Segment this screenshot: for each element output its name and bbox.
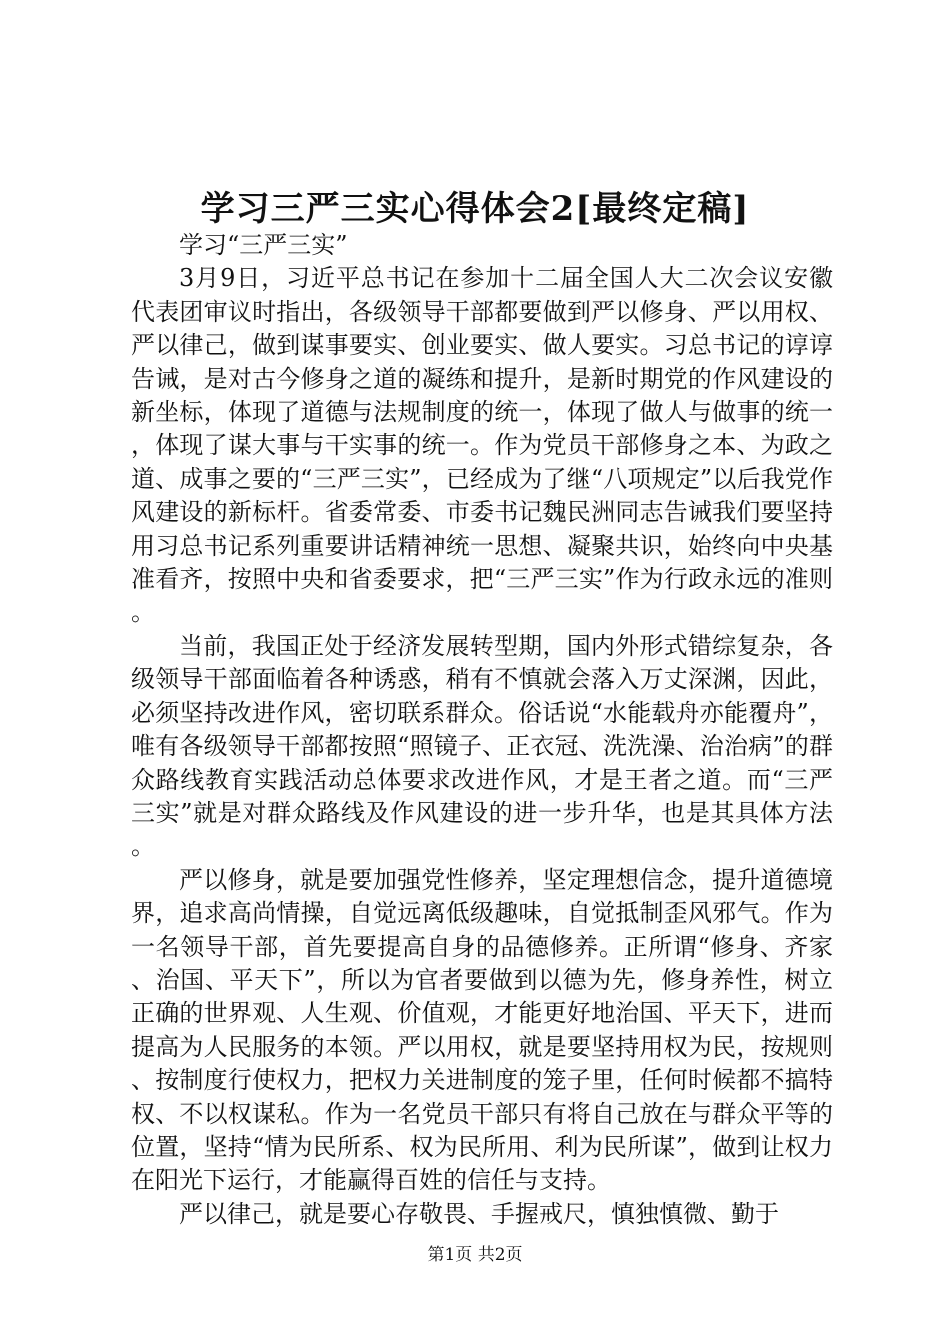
paragraph-heading: 学习“三严三实” xyxy=(179,231,348,259)
document-title: 学习三严三实心得体会2[最终定稿] xyxy=(200,189,750,229)
document-body xyxy=(131,229,833,1231)
paragraph: 严以律己，就是要心存敬畏、手握戒尺，慎独慎微、勤于 xyxy=(179,1199,779,1228)
page-footer: 第1页 共2页 xyxy=(427,1245,523,1265)
paragraph: 严以修身，就是要加强党性修养，坚定理想信念，提升道德境界，追求高尚情操，自觉远离低级趣味，自觉抵制歪风邪气。作为一名领导干部，首先要提高自身的品德修养。正所谓“修身、齐家、治国、平天下”，所以为官者要做到以德为先，修身养性，树立正确的世界观、人生观、价值观，才能更好地治国、平天下，进而提高为人民服务的本领。严以用权，就是要坚持用权为民，按规则、按制度行使权力，把权力关进制度的笼子里，任何时候都不搞特权、不以权谋私。作为一名党员干部只有将自己放在与群众平等的位置，坚持“情为民所系、权为民所用、利为民所谋”，做到让权力在阳光下运行，才能赢得百姓的信任与支持。 xyxy=(131,865,833,1195)
paragraph: 当前，我国正处于经济发展转型期，国内外形式错综复杂，各级领导干部面临着各种诱惑，稍有不慎就会落入万丈深渊，因此，必须坚持改进作风，密切联系群众。俗话说“水能载舟亦能覆舟”，唯有各级领导干部都按照“照镜子、正衣冠、洗洗澡、治治病”的群众路线教育实践活动总体要求改进作风，才是王者之道。而“三严三实”就是对群众路线及作风建设的进一步升华，也是其具体方法。 xyxy=(131,631,833,861)
paragraph: 3月9日，习近平总书记在参加十二届全国人大二次会议安徽代表团审议时指出，各级领导干部都要做到严以修身、严以用权、严以律己，做到谋事要实、创业要实、做人要实。习总书记的谆谆告诫，是对古今修身之道的凝练和提升，是新时期党的作风建设的新坐标，体现了道德与法规制度的统一，体现了做人与做事的统一，体现了谋大事与干实事的统一。作为党员干部修身之本、为政之道、成事之要的“三严三实”，已经成为了继“八项规定”以后我党作风建设的新标杆。省委常委、市委书记魏民洲同志告诫我们要坚持用习总书记系列重要讲话精神统一思想、凝聚共识，始终向中央基准看齐，按照中央和省委要求，把“三严三实”作为行政永远的准则。 xyxy=(131,264,833,627)
